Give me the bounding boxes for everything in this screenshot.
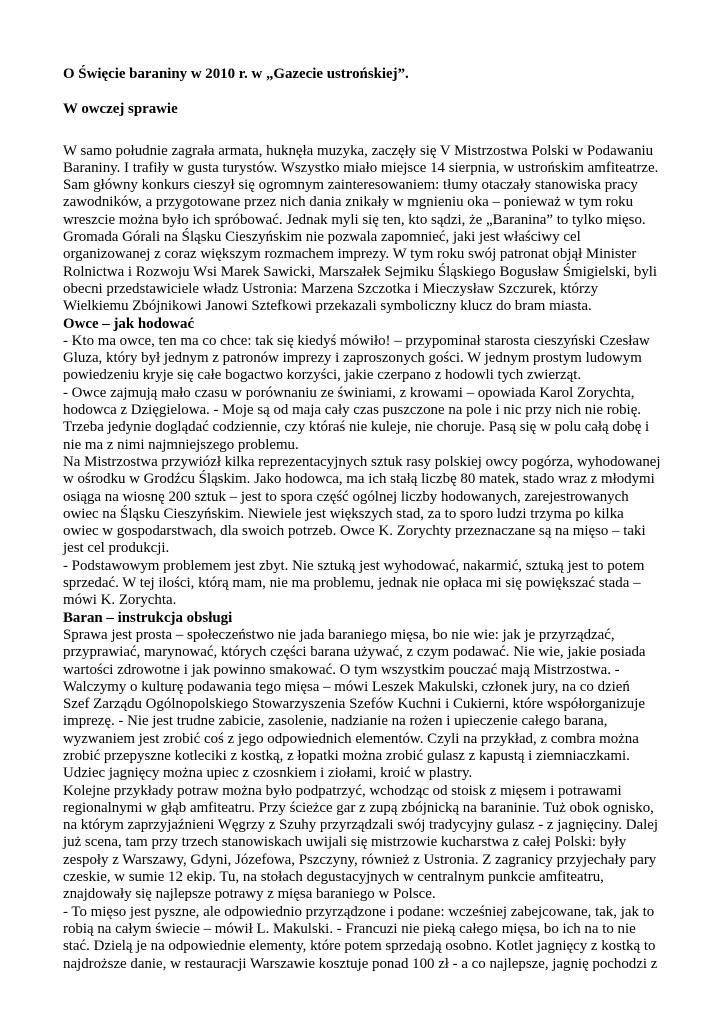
text-line: wreszcie można było ich spróbować. Jednak myli się ten, kto sądzi, że „Baranina” to tylko mięso. [63, 211, 646, 228]
document-title: O Święcie baraniny w 2010 r. w „Gazecie ustrońskiej”. [63, 66, 409, 82]
section-heading: Baran – instrukcja obsługi [63, 609, 233, 626]
text-line: - Kto ma owce, ten ma co chce: tak się kiedyś mówiło! – przypominał starosta cieszyński Czesław [63, 332, 650, 349]
text-line: - Owce zajmują mało czasu w porównaniu ze świniami, z krowami – opowiada Karol Zorychta, [63, 384, 635, 401]
text-line: hodowca z Dzięgielowa. - Moje są od maja cały czas puszczone na pole i nic przy nich nie robię. [63, 402, 642, 419]
text-line: Sprawa jest prosta – społeczeństwo nie jada baraniego mięsa, bo nie wie: jak je przyrządzać, [63, 626, 615, 643]
text-line: Baraniny. I trafiły w gusta turystów. Wszystko miało miejsce 14 sierpnia, w ustrońskim amfiteatrze. [63, 159, 659, 176]
text-line: znajdowały się najlepsze potrawy z mięsa baraniego w Polsce. [63, 886, 436, 903]
text-line: Gromada Górali na Śląsku Cieszyńskim nie pozwala zapomnieć, jaki jest właściwy cel [63, 229, 581, 246]
text-line: imprezę. - Nie jest trudne zabicie, zasolenie, nadzianie na rożen i upieczenie całego barana, [63, 713, 608, 730]
text-line: Szef Zarządu Ogólnopolskiego Stowarzyszenia Szefów Kuchni i Cukierni, które współorganizuje [63, 696, 645, 713]
text-line: Walczymy o kulturę podawania tego mięsa – mówi Leszek Makulski, członek jury, na co dzień [63, 678, 630, 695]
text-line: - To mięso jest pyszne, ale odpowiednio przyrządzone i podane: wcześniej zabejcowane, tak, jak to [63, 903, 655, 920]
text-line: wartości zdrowotne i jak powinno smakować. O tym wszystkim pouczać mają Mistrzostwa. - [63, 661, 620, 678]
text-line: jest cel produkcji. [63, 540, 170, 557]
text-line: Kolejne przykłady potraw można było podpatrzyć, wchodząc od stoisk z mięsem i potrawami [63, 782, 622, 799]
text-line: na którym zaprzyjaźnieni Węgrzy z Szuhy przyrządzali swój tradycyjny gulasz - z jagnięciny. Dalej [63, 817, 658, 834]
text-line: zrobić przepyszne kotleciki z kostką, z łopatki można zrobić gulasz z kapustą i ziemniaczkami. [63, 747, 630, 764]
text-line: powiedzeniu kryje się całe bogactwo korzyści, jakie czerpano z hodowli tych zwierząt. [63, 367, 582, 384]
text-line: Rolnictwa i Rozwoju Wsi Marek Sawicki, Marszałek Sejmiku Śląskiego Bogusław Śmigielski, byli [63, 263, 658, 280]
text-line: zespoły z Warszawy, Gdyni, Józefowa, Pszczyny, również z Ustronia. Z zagranicy przyjechały pary [63, 851, 657, 868]
text-line: stać. Dzielą je na odpowiednie elementy, które potem sprzedają osobno. Kotlet jagnięcy z kostką to [63, 938, 656, 955]
text-line: już scena, tam przy trzech stanowiskach uwijali się mistrzowie kucharstwa z całej Polski: były [63, 834, 627, 851]
article-body [63, 143, 663, 973]
text-line: - Podstawowym problemem jest zbyt. Nie sztuką jest wyhodować, nakarmić, sztuką jest to potem [63, 557, 645, 574]
section-heading: Owce – jak hodować [63, 315, 195, 332]
text-line: w ośrodku w Grodźcu Śląskim. Jako hodowca, ma ich stałą liczbę 80 matek, stado wraz z młodymi [63, 471, 655, 488]
text-line: Sam główny konkurs cieszył się ogromnym zainteresowaniem: tłumy otaczały stanowiska pracy [63, 177, 638, 194]
text-line: mówi K. Zorychta. [63, 592, 177, 609]
text-line: Trzeba jedynie doglądać codziennie, czy któraś nie kuleje, nie choruje. Pasą się w polu całą dobę i [63, 419, 650, 436]
text-line: regionalnymi w głąb amfiteatru. Przy ścieżce gar z zupą zbójnicką na baraninie. Tuż obok ognisko, [63, 799, 654, 816]
text-line: Gluza, który był jednym z patronów imprezy i zaproszonych gości. W jednym prostym ludowym [63, 350, 642, 367]
text-line: owiec w gospodarstwach, dla swoich potrzeb. Owce K. Zorychty przeznaczane są na mięso – taki [63, 523, 646, 540]
text-line: sprzedać. W tej ilości, którą mam, nie ma problemu, jednak nie opłaca mi się powiększać stada – [63, 575, 641, 592]
text-line: W samo południe zagrała armata, huknęła muzyka, zaczęły się V Mistrzostwa Polski w Podawaniu [63, 142, 654, 159]
document-page [63, 66, 663, 973]
text-line: robią na całym świecie – mówił L. Makulski. - Francuzi nie pieką całego mięsa, bo ich na to nie [63, 920, 636, 937]
text-line: nie ma z nimi najmniejszego problemu. [63, 436, 299, 453]
text-line: Na Mistrzostwa przywiózł kilka reprezentacyjnych sztuk rasy polskiej owcy pogórza, wyhodowanej [63, 453, 661, 470]
text-line: organizowanej z coraz większym rozmachem imprezy. W tym roku swój patronat objął Minister [63, 246, 637, 263]
text-line: czeskie, w sumie 12 ekip. Tu, na stołach degustacyjnych w centralnym punkcie amfiteatru, [63, 869, 604, 886]
text-line: zawodników, a przygotowane przez nich dania znikały w mgnieniu oka – ponieważ w tym roku [63, 194, 634, 211]
text-line: osiąga na wiosnę 200 sztuk – jest to spora część ogólnej liczby hodowanych, zarejestrowanych [63, 488, 629, 505]
text-line: obecni przedstawiciele władz Ustronia: Marzena Szczotka i Mieczysław Szczurek, którzy [63, 280, 599, 297]
text-line: wyzwaniem jest zrobić coś z jego odpowiednich elementów. Czyli na przykład, z combra można [63, 730, 639, 747]
text-line: Wielkiemu Zbójnikowi Janowi Sztefkowi przekazali symboliczny klucz do bram miasta. [63, 298, 592, 315]
text-line: najdroższe danie, w restauracji Warszawie kosztuje ponad 100 zł - a co najlepsze, jagnię pochodzi z [63, 955, 658, 972]
text-line: przyprawiać, marynować, których części barana używać, z czym podawać. Nie wie, jakie posiada [63, 644, 646, 661]
article-headline: W owczej sprawie [63, 101, 178, 118]
text-line: owiec na Śląsku Cieszyńskim. Niewiele jest większych stad, za to sporo ludzi trzyma po kilka [63, 505, 624, 522]
text-line: Udziec jagnięcy można upiec z czosnkiem i ziołami, kroić w plastry. [63, 765, 473, 782]
